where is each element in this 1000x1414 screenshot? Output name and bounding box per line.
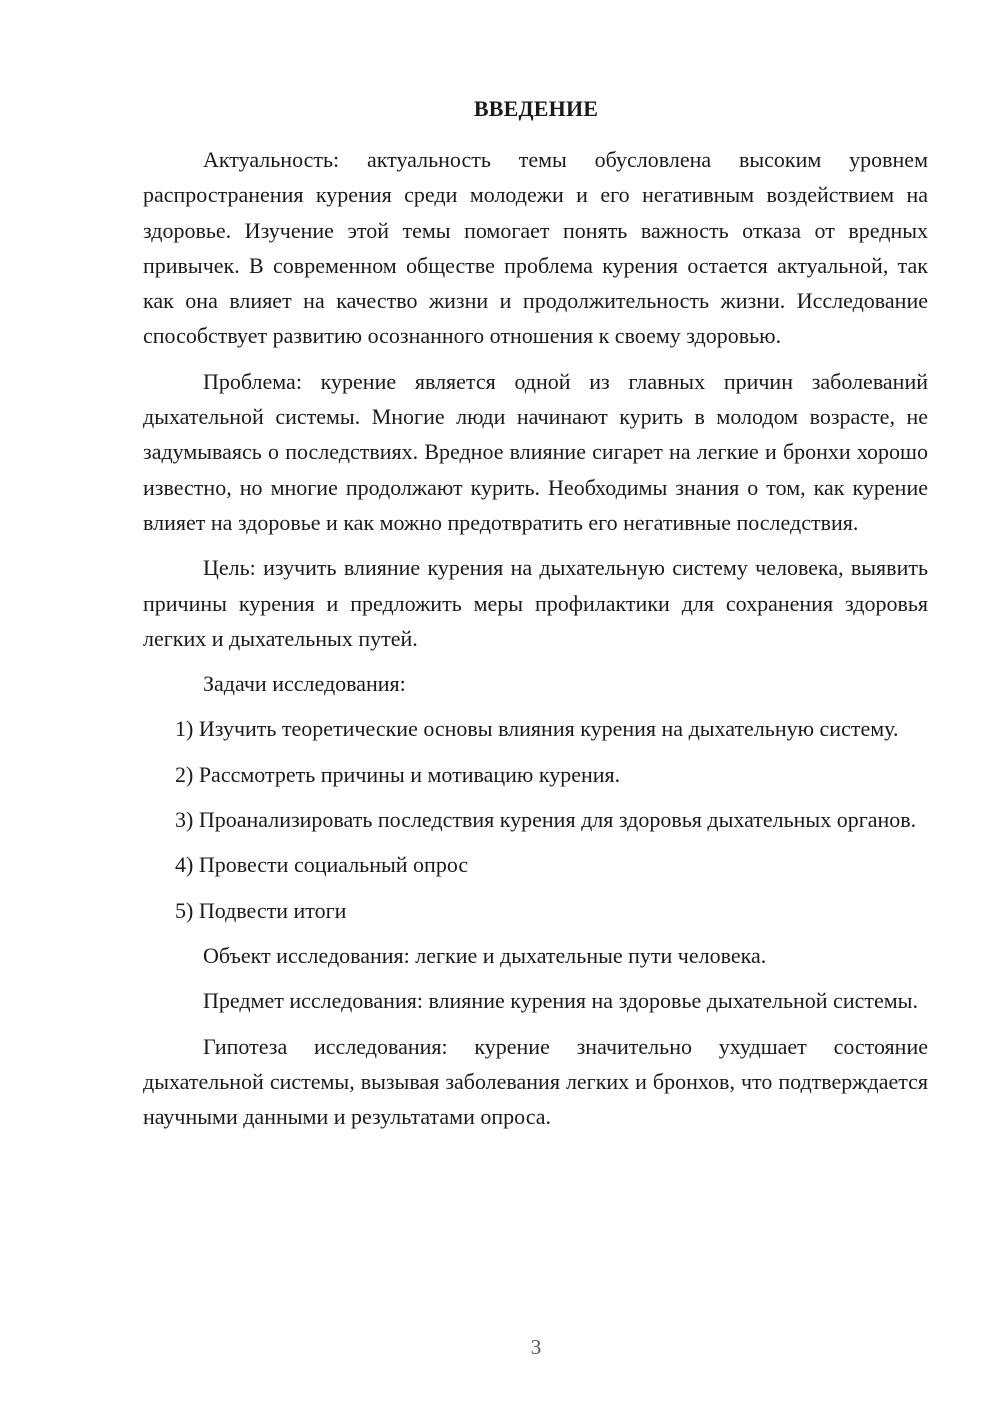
paragraph-relevance: Актуальность: актуальность темы обусловлена высоким уровнем распространения курения среди молодежи и его негативным воздействием на здоровье. Изучение этой темы помогает понять важность отказа от вредных привычек. В современном обществе проблема курения остается актуальной, так как она влияет на качество жизни и продолжительность жизни. Исследование способствует развитию осознанного отношения к своему здоровью. bbox=[143, 147, 928, 349]
task-item-5: 5) Подвести итоги bbox=[175, 897, 347, 923]
page-number: 3 bbox=[530, 1335, 542, 1359]
task-item-4: 4) Провести социальный опрос bbox=[175, 852, 469, 878]
tasks-heading: Задачи исследования: bbox=[203, 671, 406, 697]
page-title: ВВЕДЕНИЕ bbox=[473, 96, 599, 121]
paragraph-goal: Цель: изучить влияние курения на дыхательную систему человека, выявить причины курения и предложить меры профилактики для сохранения здоровья легких и дыхательных путей. bbox=[143, 555, 928, 651]
document-body bbox=[143, 142, 928, 1134]
paragraph-hypothesis: Гипотеза исследования: курение значительно ухудшает состояние дыхательной системы, вызывая заболевания легких и бронхов, что подтверждается научными данными и результатами опроса. bbox=[143, 1033, 928, 1130]
task-item-1: 1) Изучить теоретические основы влияния курения на дыхательную систему. bbox=[175, 716, 899, 742]
task-item-2: 2) Рассмотреть причины и мотивацию курения. bbox=[175, 761, 621, 787]
task-item-3: 3) Проанализировать последствия курения для здоровья дыхательных органов. bbox=[175, 807, 917, 833]
paragraph-problem: Проблема: курение является одной из главных причин заболеваний дыхательной системы. Многие люди начинают курить в молодом возрасте, не задумываясь о последствиях. Вредное влияние сигарет на легкие и бронхи хорошо известно, но многие продолжают курить. Необходимы знания о том, как курение влияет на здоровье и как можно предотвратить его негативные последствия. bbox=[143, 368, 928, 535]
paragraph-subject: Предмет исследования: влияние курения на здоровье дыхательной системы. bbox=[203, 988, 918, 1014]
paragraph-object: Объект исследования: легкие и дыхательные пути человека. bbox=[203, 942, 767, 968]
